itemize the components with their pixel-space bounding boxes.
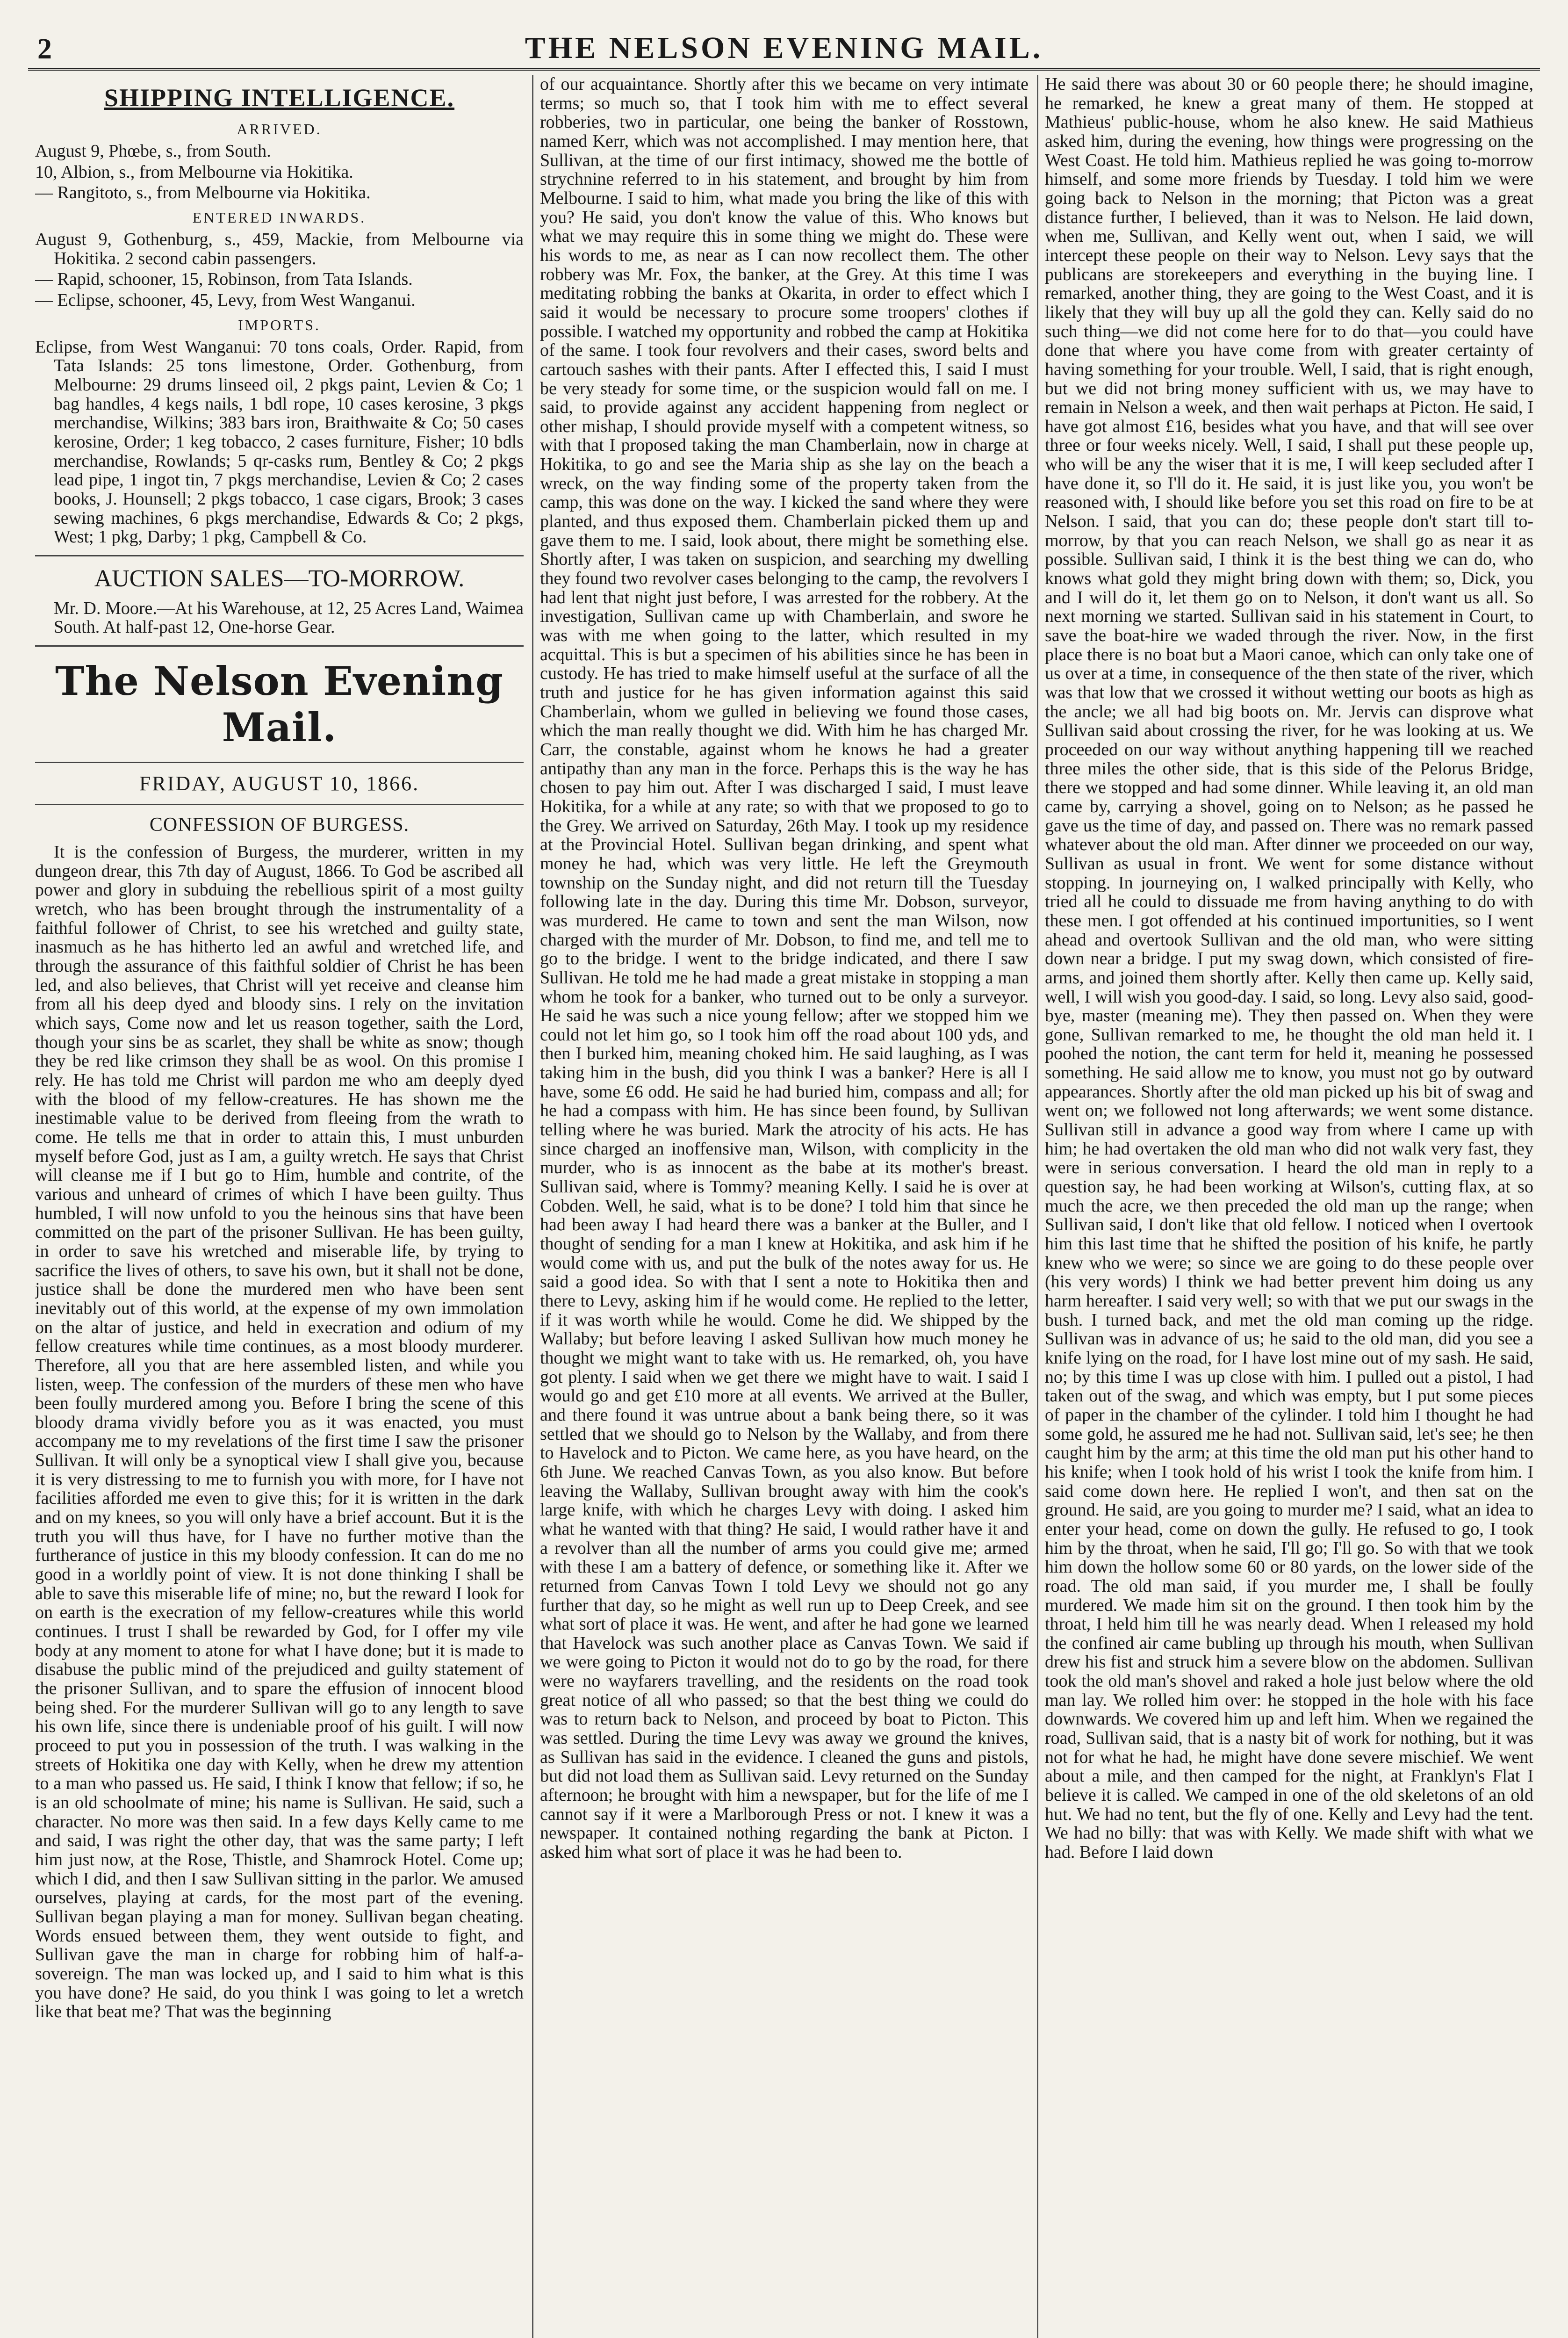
entered-entry: — Eclipse, schooner, 45, Levy, from West Wanganui. xyxy=(35,290,416,310)
shipping-section xyxy=(35,121,524,547)
page-header xyxy=(28,23,1540,71)
arrived-entry: August 9, Phœbe, s., from South. xyxy=(35,141,271,161)
arrived-label: ARRIVED. xyxy=(237,121,322,137)
arrived-entry: — Rangitoto, s., from Melbourne via Hokitika. xyxy=(35,183,371,203)
column-2 xyxy=(540,75,1029,2338)
entered-entry: August 9, Gothenburg, s., 459, Mackie, from Melbourne via Hokitika. 2 second cabin passengers. xyxy=(35,229,524,268)
page-number: 2 xyxy=(37,33,52,65)
paper-title: The Nelson Evening Mail. xyxy=(55,658,504,751)
divider xyxy=(35,762,524,763)
imports-label: IMPORTS. xyxy=(238,316,321,333)
article-paragraph: He said there was about 30 or 60 people there; he should imagine, he remarked, he knew a great many of them. He stopped at Mathieus' public-house, whom he also knew. He said Mathieus asked him, during the evening, how things were progressing on the West Coast. He told him. Mathieus replied he was going to-morrow himself, and some more friends by Tuesday. I told him we were going back to Nelson in the morning; that Picton was a great distance further, I believed, than it was to Nelson. He laid down, when me, Sullivan, and Kelly went out, when I said, we will intercept these people on their way to Nelson. Levy says that the publicans are storekeepers and everything in the buying line. I remarked, another thing, they are going to the West Coast, and it is likely that they will buy up all the gold they can. Kelly said do no such thing—we did not come here for to do that—you could have done that where you have come from with greater certainty of having something for your trouble. Well, I said, that is right enough, but we did not bring money sufficient with us, we may have to remain in Nelson a week, and then wait perhaps at Picton. He said, I have got almost £16, besides what you have, and that will see over three or four weeks nicely. Well, I said, I shall put these people up, who will be any the wiser that it is me, I will keep secluded after I have done it, so I'll do it. He said, it is just like you, you won't be reasoned with, I should like before you set this road on fire to be at Nelson. I said, that you can do; these people don't start till to-morrow, by that you can reach Nelson, we shall go as near it as possible. Sullivan said, I think it is the best thing we can do, who knows what gold they might bring down with them; so, Dick, you and I will do it, let them go on to Nelson, it don't want us all. So next morning we started. Sullivan said in his statement in Court, to save the boat-hire we waded through the river. Now, in the first place there is no boat but a Maori canoe, which can only take one of us over at a time, in consequence of the then state of the river, which was that low that we crossed it without wetting our boots as high as the ancle; we all had big boots on. Mr. Jervis can disprove what Sullivan said about crossing the river, for he was looking at us. We proceeded on our way without anything happening till we reached three miles the other side, that is this side of the Pelorus Bridge, there we stopped and had some dinner. While leaving it, an old man came by, carrying a shovel, going on to Nelson; as he passed he gave us the time of day, and passed on. There was no remark passed whatever about the old man. After dinner we proceeded on our way, Sullivan as usual in front. We went for some distance without stopping. In journeying on, I walked principally with Kelly, who tried all he could to dissuade me from having anything to do with these men. I got offended at his continued importunities, so I went ahead and overtook Sullivan and the old man, who were sitting down near a bridge. I put my swag down, which consisted of fire-arms, and joined them shortly after. Kelly then came up. Kelly said, well, I will wish you good-day. I said, so long. Levy also said, good-bye, master (meaning me). They then passed on. When they were gone, Sullivan remarked to me, he thought the old man held it. I poohed the notion, the cant term for held it, meaning he possessed something. He said allow me to know, you must not go by outward appearances. Shortly after the old man picked up his bit of swag and went on; we followed not long afterwards; we went some distance. Sullivan still in advance a good way from where I came up with him; he had overtaken the old man who did not walk very fast, they were in serious conversation. I heard the old man in reply to a question say, he had been working at Wilson's, cutting flax, at so much the acre, we then preceded the old man up the range; when Sullivan said, I don't like that old fellow. I noticed when I overtook him this last time that he shifted the position of his knife, he partly knew who we were; so since we are going to do these people over (his very words) I think we had better prevent him doing us any harm hereafter. I said very well; so with that we put our swags in the bush. I turned back, and met the old man coming up the ridge. Sullivan was in advance of us; he said to the old man, did you see a knife lying on the road, for I have lost mine out of my sash. He said, no; by this time I was up close with him. I pulled out a pistol, I had taken out of the swag, and which was empty, but I put some pieces of paper in the chamber of the cylinder. I told him I thought he had some gold, he assured me he had not. Sullivan said, let's see; he then caught him by the arm; at this time the old man put his other hand to his knife; when I took hold of his wrist I took the knife from him. I said come down here. He replied I won't, and then sat on the ground. He said, are you going to murder me? I said, what an idea to enter your head, come on down the gully. He refused to go, I took him by the throat, when he said, I'll go; I'll go. So with that we took him down the hollow some 60 or 80 yards, on the lower side of the road. The old man said, if you murder me, I shall be foully murdered. We made him sit on the ground. I then took him by the throat, I held him till he was nearly dead. When I released my hold the confined air came bubling up through his mouth, when Sullivan drew his fist and struck him a severe blow on the abdomen. Sullivan took the old man's shovel and raked a hole just below where the old man lay. We rolled him over: he stopped in the hole with his face downwards. We covered him up and left him. When we regained the road, Sullivan said, that is a nasty bit of work for nothing, but it was not for what he had, he might have done severe mischief. We went about a mile, and then camped for the night, at Franklyn's Flat I believe it is called. We camped in one of the old skeletons of an old hut. We had no tent, but the fly of one. Kelly and Levy had the tent. We had no billy: that was with Kelly. We made shift with what we had. Before I laid down xyxy=(1045,75,1533,1862)
imports-text: Eclipse, from West Wanganui: 70 tons coals, Order. Rapid, from Tata Islands: 25 tons limestone, Order. Gothenburg, from Melbourne: 29 drums linseed oil, 2 pkgs paint, Levien & Co; 1 bag handles, 4 kegs nails, 1 bdl rope, 10 cases kerosine, 3 pkgs merchandise, Wilkins; 383 bars iron, Braithwaite & Co; 50 cases kerosine, Order; 1 keg tobacco, 2 cases furniture, Fisher; 10 bdls merchandise, Rowlands; 5 qr-casks rum, Bentley & Co; 2 pkgs lead pipe, 1 ingot tin, 7 pkgs merchandise, Levien & Co; 2 cases books, J. Hounsell; 2 pkgs tobacco, 1 case cigars, Brook; 3 cases sewing machines, 6 pkgs merchandise, Edwards & Co; 2 pkgs, West; 1 pkg, Darby; 1 pkg, Campbell & Co. xyxy=(35,337,524,547)
article-paragraph: It is the confession of Burgess, the murderer, written in my dungeon drear, this 7th day of August, 1866. To God be ascribed all power and glory in subduing the rebellious spirit of a most guilty wretch, who has been brought through the instrumentality of a faithful follower of Christ, to see his wretched and guilty state, inasmuch as he has hitherto led an awful and wretched life, and through the assurance of this faithful soldier of Christ he has been led, and also believes, that Christ will yet receive and cleanse him from all his deep dyed and bloody sins. I rely on the invitation which says, Come now and let us reason together, saith the Lord, though your sins be as scarlet, they shall be white as snow; though they be red like crimson they shall be as wool. On this promise I rely. He has told me Christ will pardon me who am deeply dyed with the blood of my fellow-creatures. He has shown me the inestimable value to be derived from fleeing from the wrath to come. He tells me that in order to attain this, I must unburden myself before God, just as I am, a guilty wretch. He says that Christ will cleanse me if I but go to Him, humble and contrite, of the various and unheard of crimes of which I have been guilty. Thus humbled, I will now unfold to you the heinous sins that have been committed on the part of the prisoner Sullivan. He has been guilty, in order to save his wretched and miserable life, by trying to sacrifice the lives of others, to save his own, but it shall not be done, justice shall be done the murdered men who have been sent inevitably out of this world, at the expense of my own immolation on the altar of justice, and held in execration and odium of my fellow creatures while time continues, as a most bloody murderer. Therefore, all you that are here assembled listen, and while you listen, weep. The confession of the murders of these men who have been foully murdered among you. Before I bring the scene of this bloody drama vividly before you as it was enacted, you must accompany me to my revelations of the first time I saw the prisoner Sullivan. It will only be a synoptical view I shall give you, because it is very distressing to me to furnish you with more, for I have not facilities afforded me even to give this; for it is written in the dark and on my knees, so you will only have a brief account. But it is the truth you will thus have, for I have no further motive than the furtherance of justice in this my bloody confession. It can do me no good in a worldly point of view. It is not done thinking I shall be able to save this miserable life of mine; no, but the reward I look for on earth is the execration of my fellow-creatures while this world continues. I trust I shall be rewarded by God, for I offer my vile body at any moment to atone for what I have done; but it is made to disabuse the public mind of the prejudiced and guilty statement of the prisoner Sullivan, and to spare the effusion of innocent blood being shed. For the murderer Sullivan will go to any length to save his own life, since there is undeniable proof of his guilt. I will now proceed to put you in possession of the truth. I was walking in the streets of Hokitika one day with Kelly, when he drew my attention to a man who passed us. He said, I think I know that fellow; if so, he is an old schoolmate of mine; his name is Sullivan. He said, such a character. No more was then said. In a few days Kelly came to me and said, I was right the other day, that was the same party; I left him just now, at the Rose, Thistle, and Shamrock Hotel. Come up; which I did, and then I saw Sullivan sitting in the parlor. We amused ourselves, playing at cards, for the most part of the evening. Sullivan began playing a man for money. Sullivan began cheating. Words ensued between them, they went outside to fight, and Sullivan gave the man in charge for robbing him of half-a-sovereign. The man was locked up, and I said to him what is this you have done? He said, do you think I was going to let a wretch like that beat me? That was the beginning xyxy=(35,842,524,2022)
arrived-entry: 10, Albion, s., from Melbourne via Hokitika. xyxy=(35,162,353,182)
article-title: CONFESSION OF BURGESS. xyxy=(149,814,410,836)
entered-entry: — Rapid, schooner, 15, Robinson, from Tata Islands. xyxy=(35,269,413,289)
auction-heading: AUCTION SALES—TO-MORROW. xyxy=(94,565,465,592)
divider xyxy=(35,555,524,556)
column-1 xyxy=(35,75,524,2338)
divider xyxy=(35,645,524,647)
auction-text: Mr. D. Moore.—At his Warehouse, at 12, 25 Acres Land, Waimea South. At half-past 12, One-horse Gear. xyxy=(54,598,524,637)
masthead: THE NELSON EVENING MAIL. xyxy=(525,31,1043,65)
column-rule xyxy=(532,75,533,2338)
dateline: FRIDAY, AUGUST 10, 1866. xyxy=(139,772,420,795)
shipping-heading: SHIPPING INTELLIGENCE. xyxy=(104,84,455,112)
column-rule xyxy=(1037,75,1038,2338)
entered-label: ENTERED INWARDS. xyxy=(192,209,367,226)
divider xyxy=(35,804,524,805)
article-paragraph: of our acquaintance. Shortly after this we became on very intimate terms; so much so, that I took him with me to effect several robberies, two in particular, one being the banker of Rosstown, named Kerr, which was not accomplished. I may mention here, that Sullivan, at the time of our first intimacy, showed me the bottle of strychnine referred to in his statement, and brought by him from Melbourne. I said to him, what made you bring the like of this with you? He said, you don't know the value of this. Who knows but what we may require this in some thing we might do. These were his words to me, as near as I can now recollect them. The other robbery was Mr. Fox, the banker, at the Grey. At this time I was meditating robbing the banks at Okarita, in order to effect which I said it would be necessary to procure some troopers' clothes if possible. I watched my opportunity and robbed the camp at Hokitika of the same. I took four revolvers and their cases, sword belts and cartouch sashes with their pants. After I effected this, I said I must be very steady for some time, or the suspicion would fall on me. I said, to provide against any accident happening from neglect or other mishap, I should provide myself with a competent witness, so with that I proposed taking the man Chamberlain, now in charge at Hokitika, to go and see the Maria ship as she lay on the beach a wreck, on the way finding some of the property taken from the camp, this was done on the way. I kicked the sand where they were planted, and thus exposed them. Chamberlain picked them up and gave them to me. I said, look about, there might be something else. Shortly after, I was taken on suspicion, and searching my dwelling they found two revolver cases belonging to the camp, the revolvers I had lent that night just before, I was arrested for the robbery. At the investigation, Sullivan came up with Chamberlain, and swore he was with me when going to the latter, which resulted in my acquittal. This is but a specimen of his abilities since he has been in custody. He has tried to make himself useful at the surface of all the truth and justice for he has given information against this said Chamberlain, whom we gulled in believing we found those cases, which the man really thought we did. With him he has charged Mr. Carr, the constable, against whom he knows he had a greater antipathy than any man in the force. Perhaps this is the way he has chosen to pay him out. After I was discharged I said, I must leave Hokitika, for a while at any rate; so with that we proposed to go to the Grey. We arrived on Saturday, 26th May. I took up my residence at the Provincial Hotel. Sullivan began drinking, and spent what money he had, which was very little. He left the Greymouth township on the Sunday night, and did not return till the Tuesday following late in the day. During this time Mr. Dobson, surveyor, was murdered. He came to town and sent the man Wilson, now charged with the murder of Mr. Dobson, to find me, and tell me to go to the bridge. I went to the bridge indicated, and there I saw Sullivan. He told me he had made a great mistake in stopping a man whom he took for a banker, who turned out to be only a surveyor. He said he was such a nice young fellow; after we stopped him we could not let him go, so I took him off the road about 100 yds, and then I burked him, meaning choked him. He said laughing, as I was taking him in the bush, did you think I was a banker? Here is all I have, some £6 odd. He said he had buried him, compass and all; for he had a compass with him. He has since been found, by Sullivan telling where he was buried. Mark the atrocity of his acts. He has since charged an inoffensive man, Wilson, with complicity in the murder, who is as innocent as the babe at its mother's breast. Sullivan said, where is Tommy? meaning Kelly. I said he is over at Cobden. Well, he said, what is to be done? I told him that since he had been away I had heard there was a banker at the Buller, and I thought of sending for a man I knew at Hokitika, and ask him if he would come with us, and put the bulk of the notes away for us. He said a good idea. So with that I sent a note to Hokitika then and there to Levy, asking him if he would come. He replied to the letter, if it was worth while he would. Come he did. We shipped by the Wallaby; but before leaving I asked Sullivan how much money he thought we might want to take with us. He remarked, oh, you have got plenty. I said when we get there we might have to wait. I said I would go and get £10 more at all events. We arrived at the Buller, and there found it was untrue about a bank being there, so it was settled that we should go to Nelson by the Wallaby, and from there to Havelock and to Picton. We came here, as you have heard, on the 6th June. We reached Canvas Town, as you also know. But before leaving the Wallaby, Sullivan brought away with him the cook's large knife, with which he charges Levy with doing. I asked him what he wanted with that thing? He said, I would rather have it and a revolver than all the number of arms you could give me; armed with these I am a battery of defence, or something like it. After we returned from Canvas Town I told Levy we should not go any further that day, so he might as well run up to Deep Creek, and see what sort of place it was. He went, and after he had gone we learned that Havelock was such another place as Canvas Town. We said if we were going to Picton it would not do to go by the road, for there were no wayfarers travelling, and the residents on the road took great notice of all who passed; so that the best thing we could do was to return back to Nelson, and proceed by boat to Picton. This was settled. During the time Levy was away we ground the knives, as Sullivan has said in the evidence. I cleaned the guns and pistols, but did not load them as Sullivan said. Levy returned on the Sunday afternoon; he brought with him a newspaper, but for the life of me I cannot say if it were a Marlborough Press or not. I knew it was a newspaper. It contained nothing regarding the bank at Picton. I asked him what sort of place it was he had been to. xyxy=(540,75,1029,1862)
column-3 xyxy=(1045,75,1533,2338)
